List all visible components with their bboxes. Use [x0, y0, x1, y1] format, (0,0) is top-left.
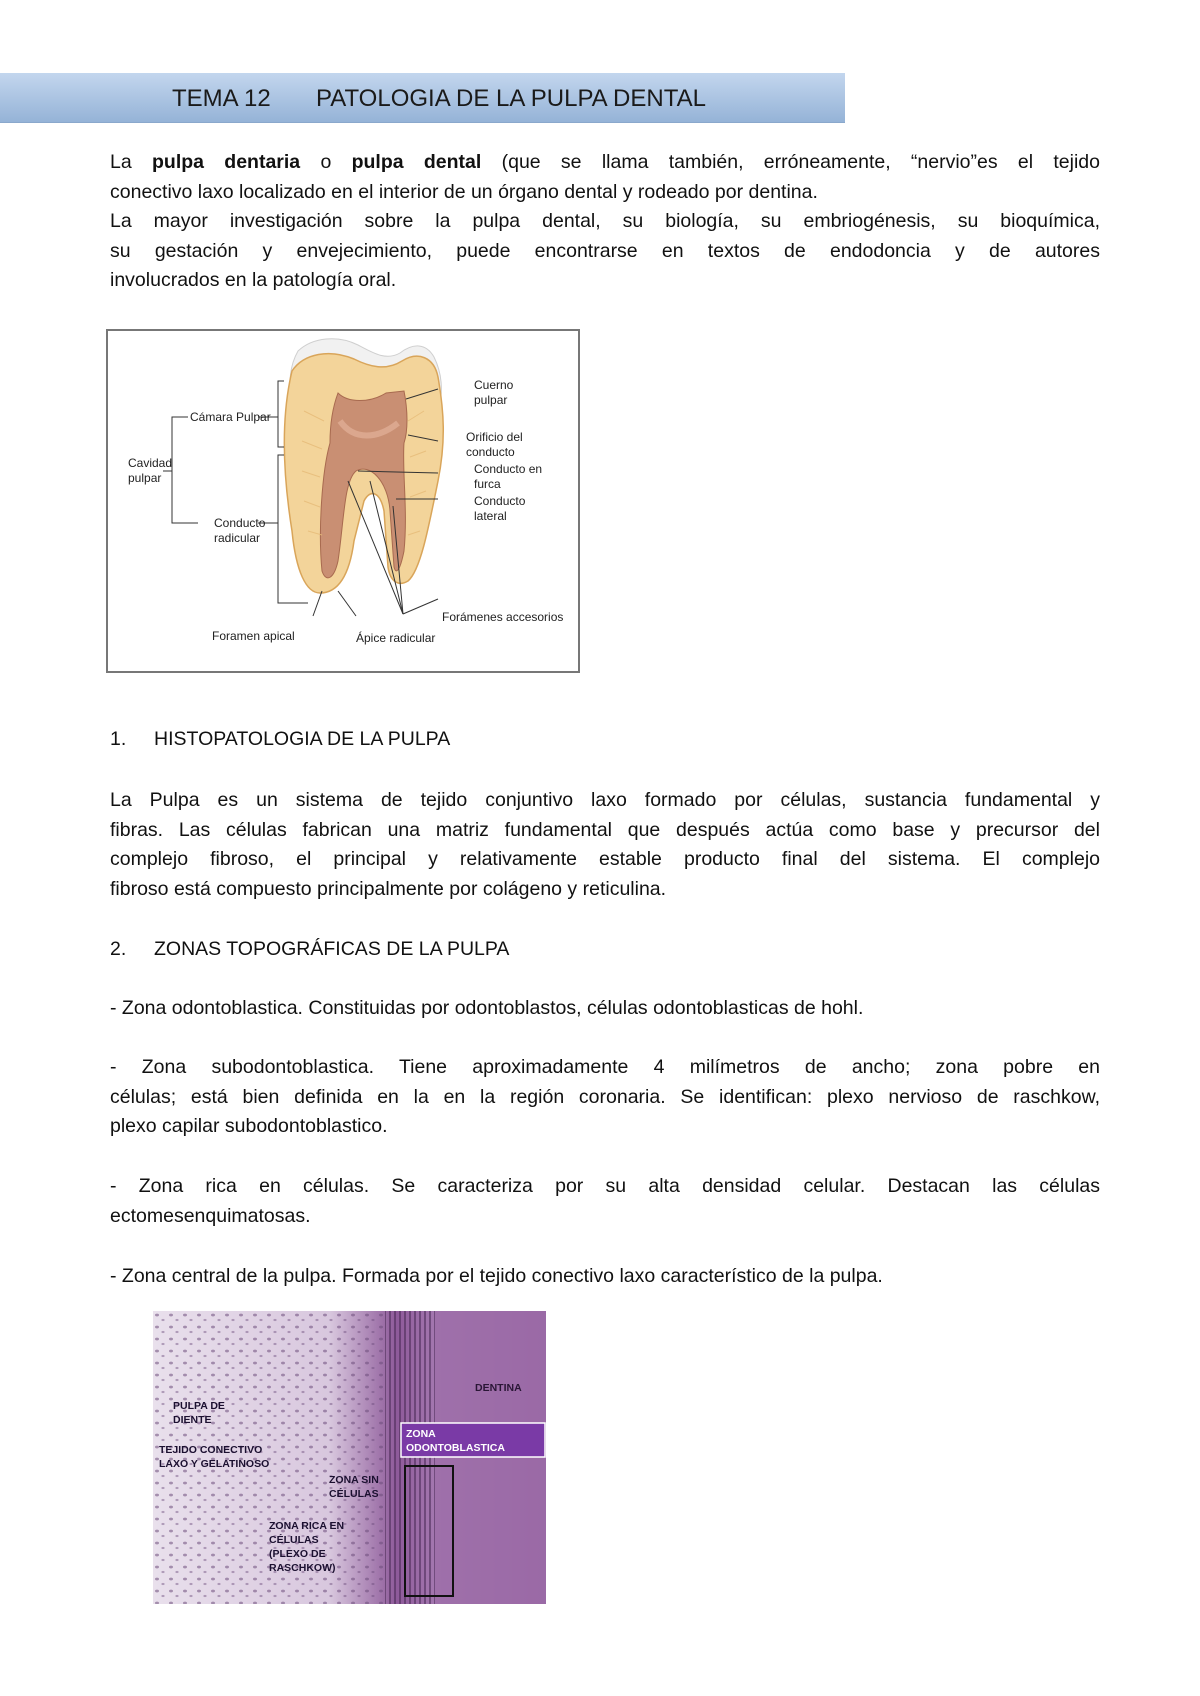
section-1-paragraph: La Pulpa es un sistema de tejido conjuntivo laxo formado por células, sustancia fundamental y fibras. Las células fabrican una matriz fundamental que después actúa como base y precursor del complejo fibroso, el principal y relativamente estable producto final del sistema. El complejo fibroso está compuesto principalmente por colágeno y reticulina.: [110, 789, 1100, 900]
label-pulpar: pulpar: [128, 471, 162, 485]
label-zona: ZONA: [406, 1428, 436, 1440]
label-zona-sin: ZONA SIN: [329, 1474, 379, 1486]
label-tejido-conectivo: TEJIDO CONECTIVO: [159, 1444, 263, 1456]
label-plexo-de: (PLEXO DE: [269, 1548, 326, 1560]
intro-line-3: La mayor investigación sobre la pulpa dental, su biología, su embriogénesis, su bioquímica,: [110, 210, 1100, 232]
label-furca: furca: [474, 477, 501, 491]
section-2-heading: 2. ZONAS TOPOGRÁFICAS DE LA PULPA: [110, 938, 510, 960]
label-camara-pulpar: Cámara Pulpar: [190, 410, 271, 424]
label-diente: DIENTE: [173, 1414, 212, 1426]
histology-image: [153, 1311, 546, 1604]
label-cuerno-pulpar: pulpar: [474, 393, 508, 407]
label-pulpa-de: PULPA DE: [173, 1400, 225, 1412]
label-lateral: lateral: [474, 509, 507, 523]
tooth-diagram: [108, 331, 578, 671]
label-laxo-gelatinoso: LAXO Y GELATINOSO: [159, 1458, 270, 1470]
label-odontoblastica: ODONTOBLASTICA: [406, 1442, 505, 1454]
label-orificio: Orificio del: [466, 430, 523, 444]
label-raschkow: RASCHKOW): [269, 1562, 336, 1574]
label-zona-rica: ZONA RICA EN: [269, 1520, 345, 1532]
label-cavidad: Cavidad: [128, 456, 173, 470]
chapter-title: PATOLOGIA DE LA PULPA DENTAL: [316, 85, 706, 112]
zona-odontoblastica-text: - Zona odontoblastica. Constituidas por odontoblastos, células odontoblasticas de hohl.: [110, 997, 864, 1019]
intro-line-5: involucrados en la patología oral.: [110, 269, 397, 291]
zona-rica-text: - Zona rica en células. Se caracteriza por su alta densidad celular. Destacan las células ectomesenquimatosas.: [110, 1175, 1100, 1227]
label-apice-radicular: Ápice radicular: [356, 631, 436, 645]
label-foramen-apical: Foramen apical: [212, 629, 295, 643]
histology-micrograph: [153, 1311, 546, 1604]
label-radicular: radicular: [214, 531, 261, 545]
label-dentina: DENTINA: [475, 1382, 522, 1394]
label-celulas-rica: CÉLULAS: [269, 1534, 319, 1546]
label-orificio-conducto: conducto: [466, 445, 515, 459]
term-pulpa-dentaria: pulpa dentaria: [152, 151, 301, 173]
term-pulpa-dental: pulpa dental: [351, 151, 482, 173]
label-celulas-sin: CÉLULAS: [329, 1488, 379, 1500]
intro-line-1: La pulpa dentaria o pulpa dental (que se llama también, erróneamente, “nervio”es el tejido: [110, 151, 1101, 173]
intro-paragraph: [110, 148, 1100, 296]
intro-line-4: su gestación y envejecimiento, puede encontrarse en textos de endodoncia y de autores: [110, 239, 1100, 262]
label-conducto: Conducto: [214, 516, 266, 530]
label-conducto-furca: Conducto en: [474, 462, 543, 476]
chapter-number: TEMA 12: [172, 85, 271, 112]
label-cuerno: Cuerno: [474, 378, 514, 392]
intro-line-2: conectivo laxo localizado en el interior de un órgano dental y rodeado por dentina.: [110, 180, 818, 203]
zona-central-text: - Zona central de la pulpa. Formada por el tejido conectivo laxo característico de la pulpa.: [110, 1265, 883, 1287]
label-foramenes-accesorios: Forámenes accesorios: [442, 610, 564, 624]
section-1-heading: 1. HISTOPATOLOGIA DE LA PULPA: [110, 728, 451, 750]
title-bar: [0, 73, 845, 123]
zona-subodontoblastica-text: - Zona subodontoblastica. Tiene aproximadamente 4 milímetros de ancho; zona pobre en células; está bien definida en la en la región coronaria. Se identifican: plexo nervioso de raschkow, plexo capilar subodontoblastico.: [110, 1056, 1100, 1137]
tooth-anatomy-figure: [106, 329, 580, 673]
label-conducto-lateral: Conducto: [474, 494, 526, 508]
